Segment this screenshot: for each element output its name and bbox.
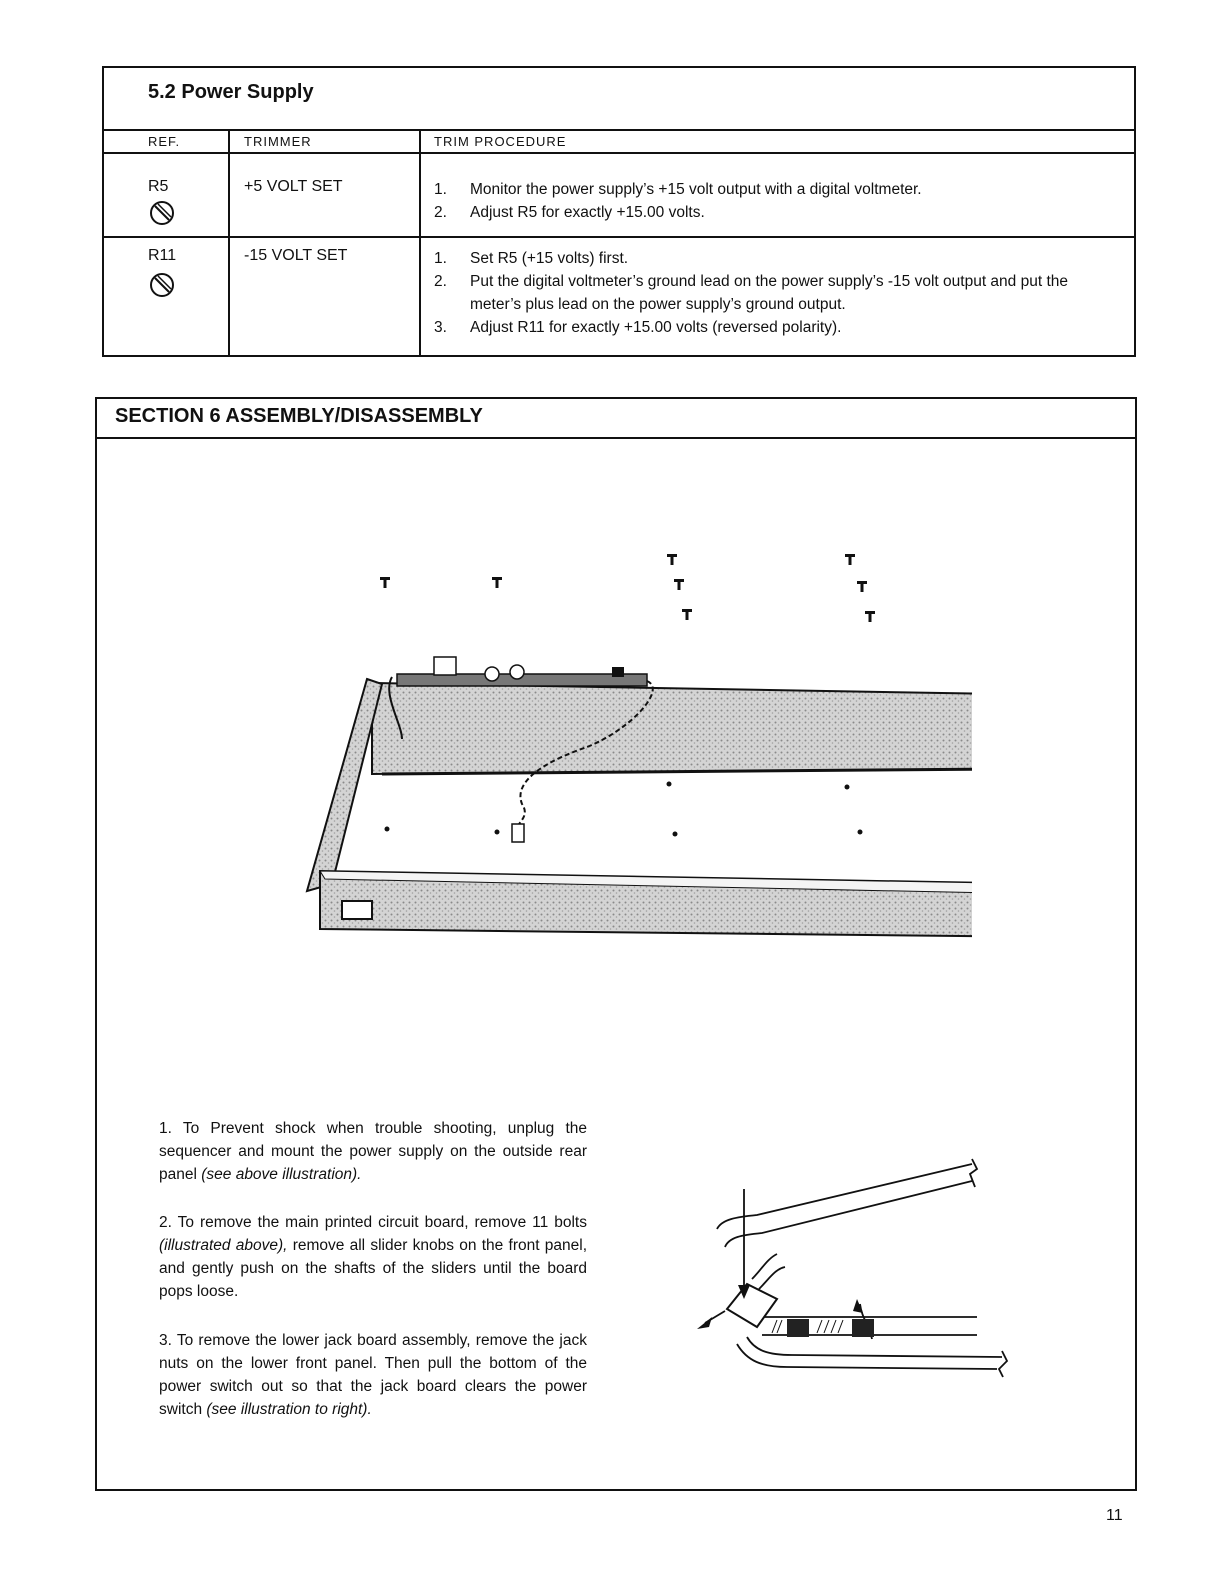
row-trimmer: -15 VOLT SET	[244, 247, 348, 264]
header-trimmer: TRIMMER	[244, 134, 312, 149]
procedure-step: 1. Set R5 (+15 volts) first.	[434, 250, 629, 267]
power-supply-table	[102, 66, 1136, 357]
bolt-icons	[380, 554, 972, 622]
column-divider	[419, 129, 421, 355]
header-ref: REF.	[148, 134, 181, 149]
title-rule	[97, 437, 1135, 439]
procedure-steps	[434, 178, 1114, 224]
procedure-step: 1. Monitor the power supply’s +15 volt output with a digital voltmeter.	[434, 181, 922, 198]
page-number: 11	[1106, 1507, 1123, 1524]
table-rule	[104, 236, 1134, 238]
procedure-step: 2. Adjust R5 for exactly +15.00 volts.	[434, 204, 705, 221]
procedure-steps	[434, 247, 1094, 339]
section-title: SECTION 6 ASSEMBLY/DISASSEMBLY	[115, 405, 483, 427]
instruction-2: 2. To remove the main printed circuit board, remove 11 bolts (illustrated above), remove all slider knobs on the front panel, and gently push on the shafts of the sliders until the board pops loose.	[159, 1214, 588, 1300]
table-rule	[104, 152, 1134, 154]
jack-board-illustration	[677, 1139, 1017, 1399]
column-divider	[228, 129, 230, 355]
assembly-section	[95, 397, 1137, 1491]
header-procedure: TRIM PROCEDURE	[434, 134, 567, 149]
procedure-step: 2. Put the digital voltmeter’s ground lead on the power supply’s -15 volt output and put the meter’s plus lead on the power supply’s ground output.	[434, 273, 1068, 313]
chassis-illustration	[192, 529, 972, 949]
instruction-1: 1. To Prevent shock when trouble shooting, unplug the sequencer and mount the power supply on the outside rear panel (see above illustration).	[159, 1120, 587, 1183]
table-rule	[104, 129, 1134, 131]
row-ref: R5	[148, 178, 169, 195]
instruction-3: 3. To remove the lower jack board assembly, remove the jack nuts on the lower front panel. Then pull the bottom of the power switch out so that the jack board clears the power switch (see illustration to right).	[159, 1332, 587, 1418]
procedure-step: 3. Adjust R11 for exactly +15.00 volts (reversed polarity).	[434, 319, 842, 336]
row-trimmer: +5 VOLT SET	[244, 178, 343, 195]
trimmer-pot-icon	[149, 200, 175, 226]
row-ref: R11	[148, 247, 177, 264]
section-title: 5.2 Power Supply	[148, 81, 314, 103]
trimmer-pot-icon	[149, 272, 175, 298]
